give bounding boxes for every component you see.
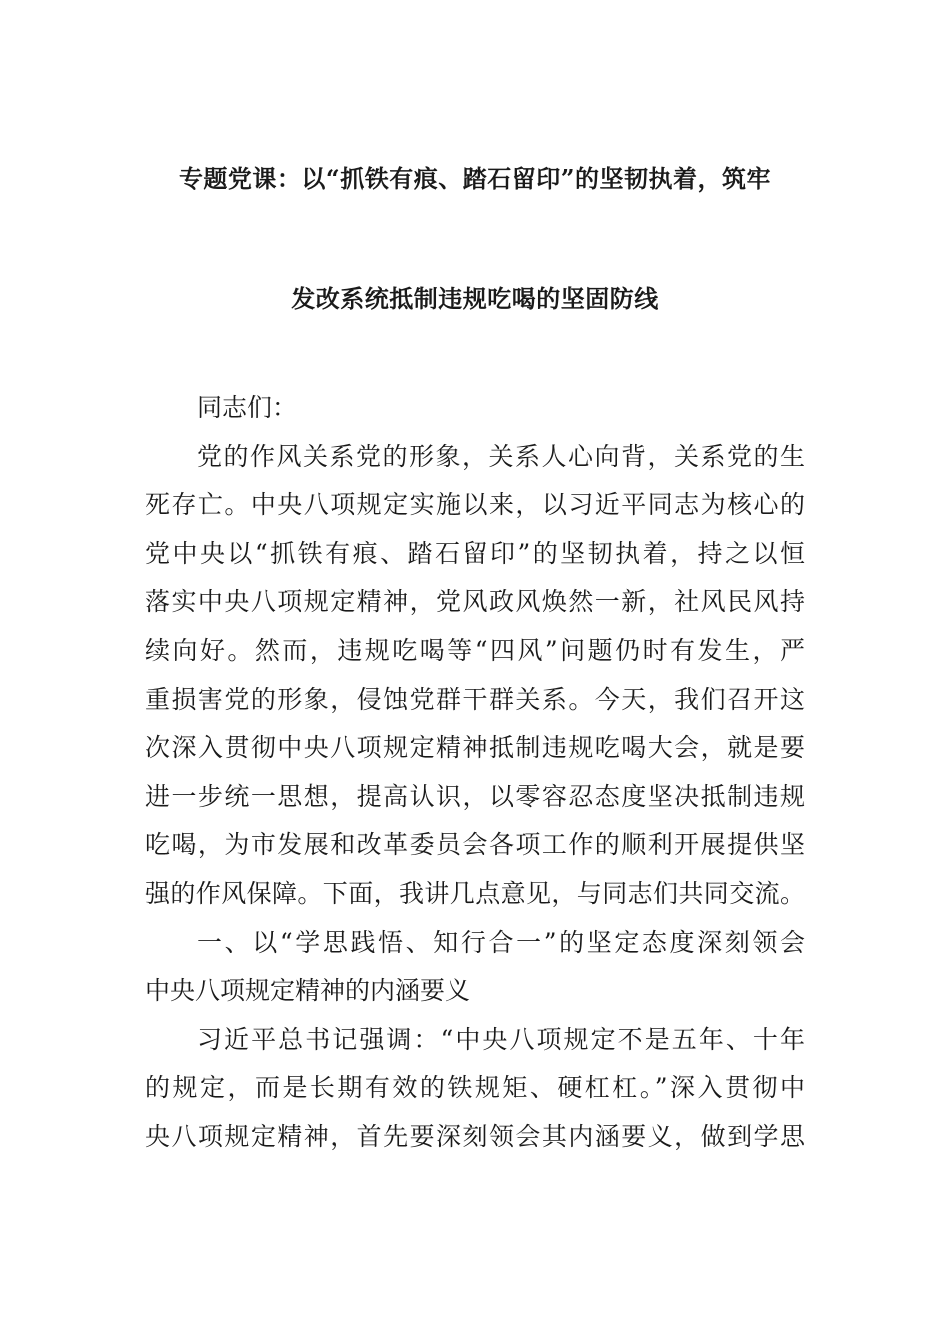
document-title-line-2: 发改系统抵制违规吃喝的坚固防线: [291, 284, 659, 313]
section-heading-line: 中央八项规定精神的内涵要义: [145, 976, 471, 1006]
section-heading-line: 一、以“学思践悟、知行合一”的坚定态度深刻领会: [197, 927, 805, 957]
paragraph-line: 的规定，而是长期有效的铁规矩、硬杠杠。”深入贯彻中: [145, 1073, 805, 1103]
paragraph-line: 落实中央八项规定精神，党风政风焕然一新，社风民风持: [145, 587, 805, 617]
paragraph-line: 续向好。然而，违规吃喝等“四风”问题仍时有发生，严: [145, 635, 805, 665]
document-title-line-1: 专题党课：以“抓铁有痕、踏石留印”的坚韧执着，筑牢: [178, 164, 772, 193]
document-body: [145, 384, 805, 1162]
paragraph-line: 进一步统一思想，提高认识，以零容忍态度坚决抵制违规: [145, 781, 805, 811]
paragraph-line: 强的作风保障。下面，我讲几点意见，与同志们共同交流。: [145, 878, 805, 908]
paragraph-line: 党的作风关系党的形象，关系人心向背，关系党的生: [197, 441, 805, 471]
salutation: 同志们：: [197, 393, 298, 422]
paragraph-line: 重损害党的形象，侵蚀党群干群关系。今天，我们召开这: [145, 684, 805, 714]
paragraph-line: 党中央以“抓铁有痕、踏石留印”的坚韧执着，持之以恒: [145, 538, 805, 568]
paragraph-line: 习近平总书记强调：“中央八项规定不是五年、十年: [197, 1024, 805, 1054]
paragraph-line: 死存亡。中央八项规定实施以来，以习近平同志为核心的: [145, 490, 805, 520]
paragraph-line: 吃喝，为市发展和改革委员会各项工作的顺利开展提供坚: [145, 830, 805, 860]
paragraph-line: 次深入贯彻中央八项规定精神抵制违规吃喝大会，就是要: [145, 733, 805, 763]
paragraph-line: 央八项规定精神，首先要深刻领会其内涵要义，做到学思: [145, 1121, 805, 1151]
